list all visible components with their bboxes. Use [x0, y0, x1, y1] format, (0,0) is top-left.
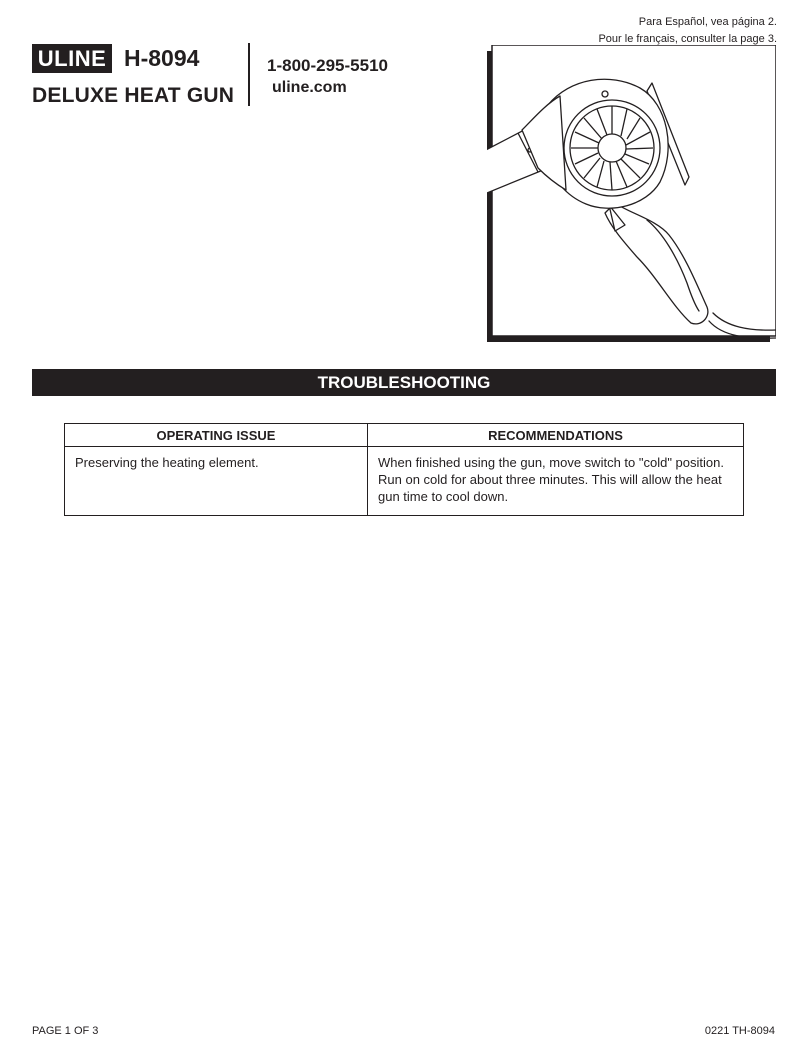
heat-gun-illustration: [487, 45, 776, 342]
table-header-row: [65, 424, 744, 447]
column-header: RECOMMENDATIONS: [368, 424, 744, 447]
spanish-note: Para Español, vea página 2.: [638, 16, 777, 28]
issue-cell: Preserving the heating element.: [65, 447, 368, 516]
website-link[interactable]: uline.com: [272, 79, 347, 96]
header-divider: [248, 43, 250, 106]
column-header: OPERATING ISSUE: [65, 424, 368, 447]
phone-number: 1-800-295-5510: [267, 56, 388, 75]
brand-logo: ULINE: [32, 44, 112, 73]
section-title: TROUBLESHOOTING: [32, 369, 776, 396]
recommendation-cell: When finished using the gun, move switch to "cold" position. Run on cold for about three minutes. This will allow the heat gun time to cool down.: [368, 447, 744, 516]
table-row: [65, 447, 744, 516]
document-code: 0221 TH-8094: [704, 1025, 775, 1037]
product-name: DELUXE HEAT GUN: [32, 84, 235, 107]
troubleshooting-table: [64, 423, 744, 516]
model-number: H-8094: [124, 45, 200, 71]
page-number: PAGE 1 OF 3: [32, 1025, 99, 1037]
language-notes: [598, 14, 777, 48]
french-note: Pour le français, consulter la page 3.: [598, 33, 777, 45]
